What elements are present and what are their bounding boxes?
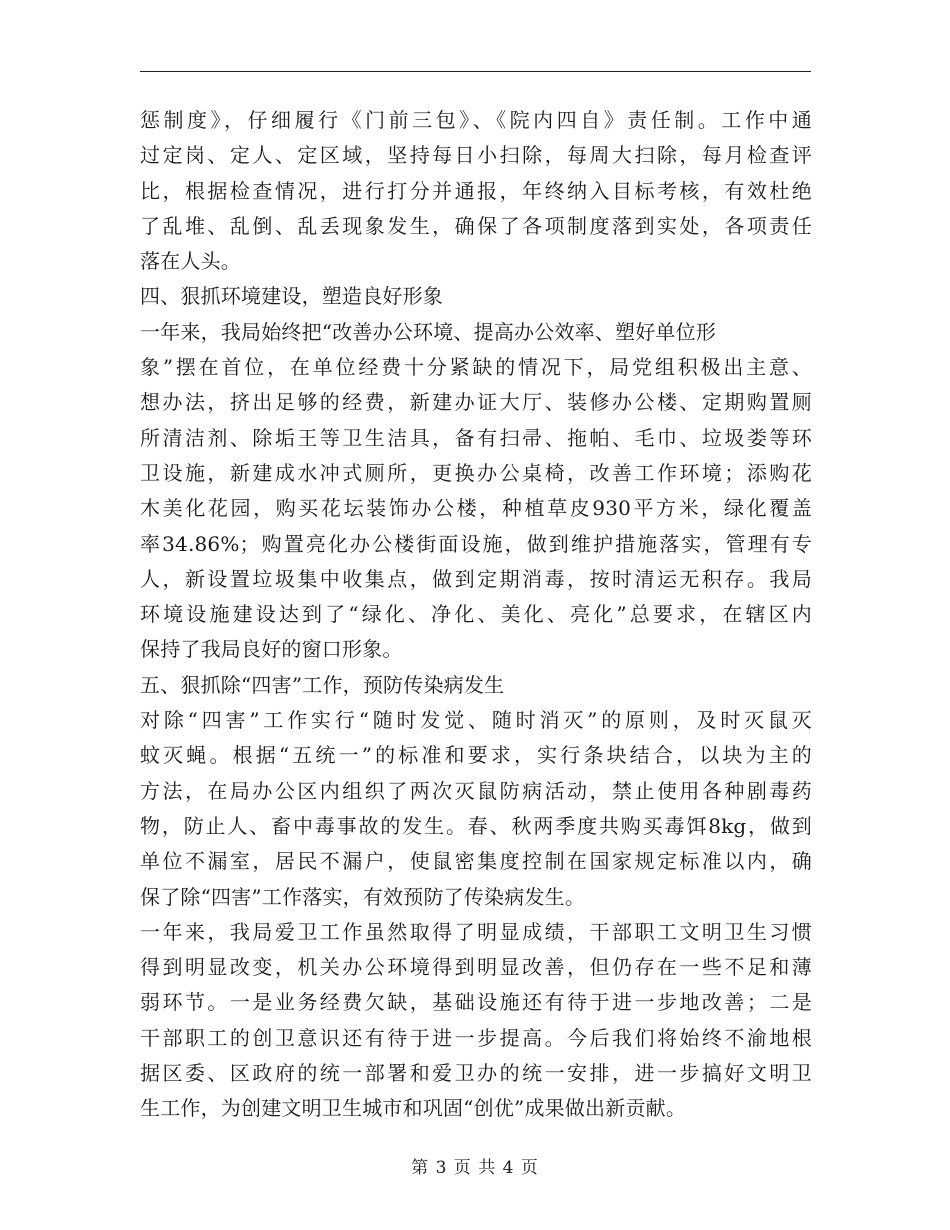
footer-prefix: 第 [411, 1158, 430, 1178]
text-line: 惩制度》，仔细履行《门前三包》、《院内四自》责任制。工作中通 [140, 108, 812, 132]
text-line: 一年来，我局爱卫工作虽然取得了明显成绩，干部职工文明卫生习惯 [140, 919, 812, 944]
total-page-count: 4 [502, 1158, 515, 1178]
text-line: 五、狠抓除“四害”工作，预防传染病发生 [140, 672, 505, 697]
text-line: 环境设施建设达到了“绿化、净化、美化、亮化”总要求，在辖区内 [140, 602, 812, 627]
text-line: 比，根据检查情况，进行打分并通报，年终纳入目标考核，有效杜绝 [140, 178, 812, 203]
text-line: 木美化花园，购买花坛装饰办公楼，种植草皮930平方米，绿化覆盖 [140, 496, 812, 521]
text-line: 卫设施，新建成水冲式厕所，更换办公桌椅，改善工作环境；添购花 [140, 460, 812, 485]
text-line: 所清洁剂、除垢王等卫生洁具，备有扫帚、拖帕、毛巾、垃圾娄等环 [140, 425, 812, 450]
text-line: 四、狠抓环境建设，塑造良好形象 [140, 284, 443, 309]
text-line: 单位不漏室，居民不漏户，使鼠密集度控制在国家规定标准以内，确 [140, 849, 812, 874]
current-page-number: 3 [435, 1158, 448, 1178]
text-line: 据区委、区政府的统一部署和爱卫办的统一安排，进一步搞好文明卫 [140, 1061, 812, 1086]
text-line: 得到明显改变，机关办公环境得到明显改善，但仍存在一些不足和薄 [140, 955, 812, 980]
page-footer [0, 1153, 950, 1178]
footer-suffix: 页 [520, 1158, 539, 1178]
text-line: 过定岗、定人、定区域，坚持每日小扫除，每周大扫除，每月检查评 [140, 143, 812, 168]
text-line: 象”摆在首位，在单位经费十分紧缺的情况下，局党组积极出主意、 [140, 355, 812, 380]
text-line: 落在人头。 [140, 249, 241, 274]
text-line: 想办法，挤出足够的经费，新建办证大厅、装修办公楼、定期购置厕 [140, 390, 812, 415]
text-line: 一年来，我局始终把“改善办公环境、提高办公效率、塑好单位形 [140, 319, 717, 344]
text-line: 生工作，为创建文明卫生城市和巩固“创优”成果做出新贡献。 [140, 1096, 687, 1121]
text-line: 保持了我局良好的窗口形象。 [140, 637, 403, 662]
footer-mid: 页 共 [453, 1158, 497, 1178]
document-body [140, 103, 812, 1127]
text-line: 方法，在局办公区内组织了两次灭鼠防病活动，禁止使用各种剧毒药 [140, 778, 812, 803]
text-line: 干部职工的创卫意识还有待于进一步提高。今后我们将始终不渝地根 [140, 1025, 812, 1050]
text-line: 物，防止人、畜中毒事故的发生。春、秋两季度共购买毒饵8kg，做到 [140, 813, 812, 838]
text-line: 对除“四害”工作实行“随时发觉、随时消灭”的原则，及时灭鼠灭 [140, 708, 812, 733]
text-line: 了乱堆、乱倒、乱丢现象发生，确保了各项制度落到实处，各项责任 [140, 213, 812, 238]
text-line: 率34.86%；购置亮化办公楼街面设施，做到维护措施落实，管理有专 [140, 531, 812, 556]
header-rule [140, 71, 811, 72]
text-line: 人，新设置垃圾集中收集点，做到定期消毒，按时清运无积存。我局 [140, 566, 812, 591]
text-line: 蚊灭蝇。根据“五统一”的标准和要求，实行条块结合，以块为主的 [140, 743, 812, 768]
text-line: 保了除“四害”工作落实，有效预防了传染病发生。 [140, 884, 586, 909]
text-line: 弱环节。一是业务经费欠缺，基础设施还有待于进一步地改善；二是 [140, 990, 812, 1015]
